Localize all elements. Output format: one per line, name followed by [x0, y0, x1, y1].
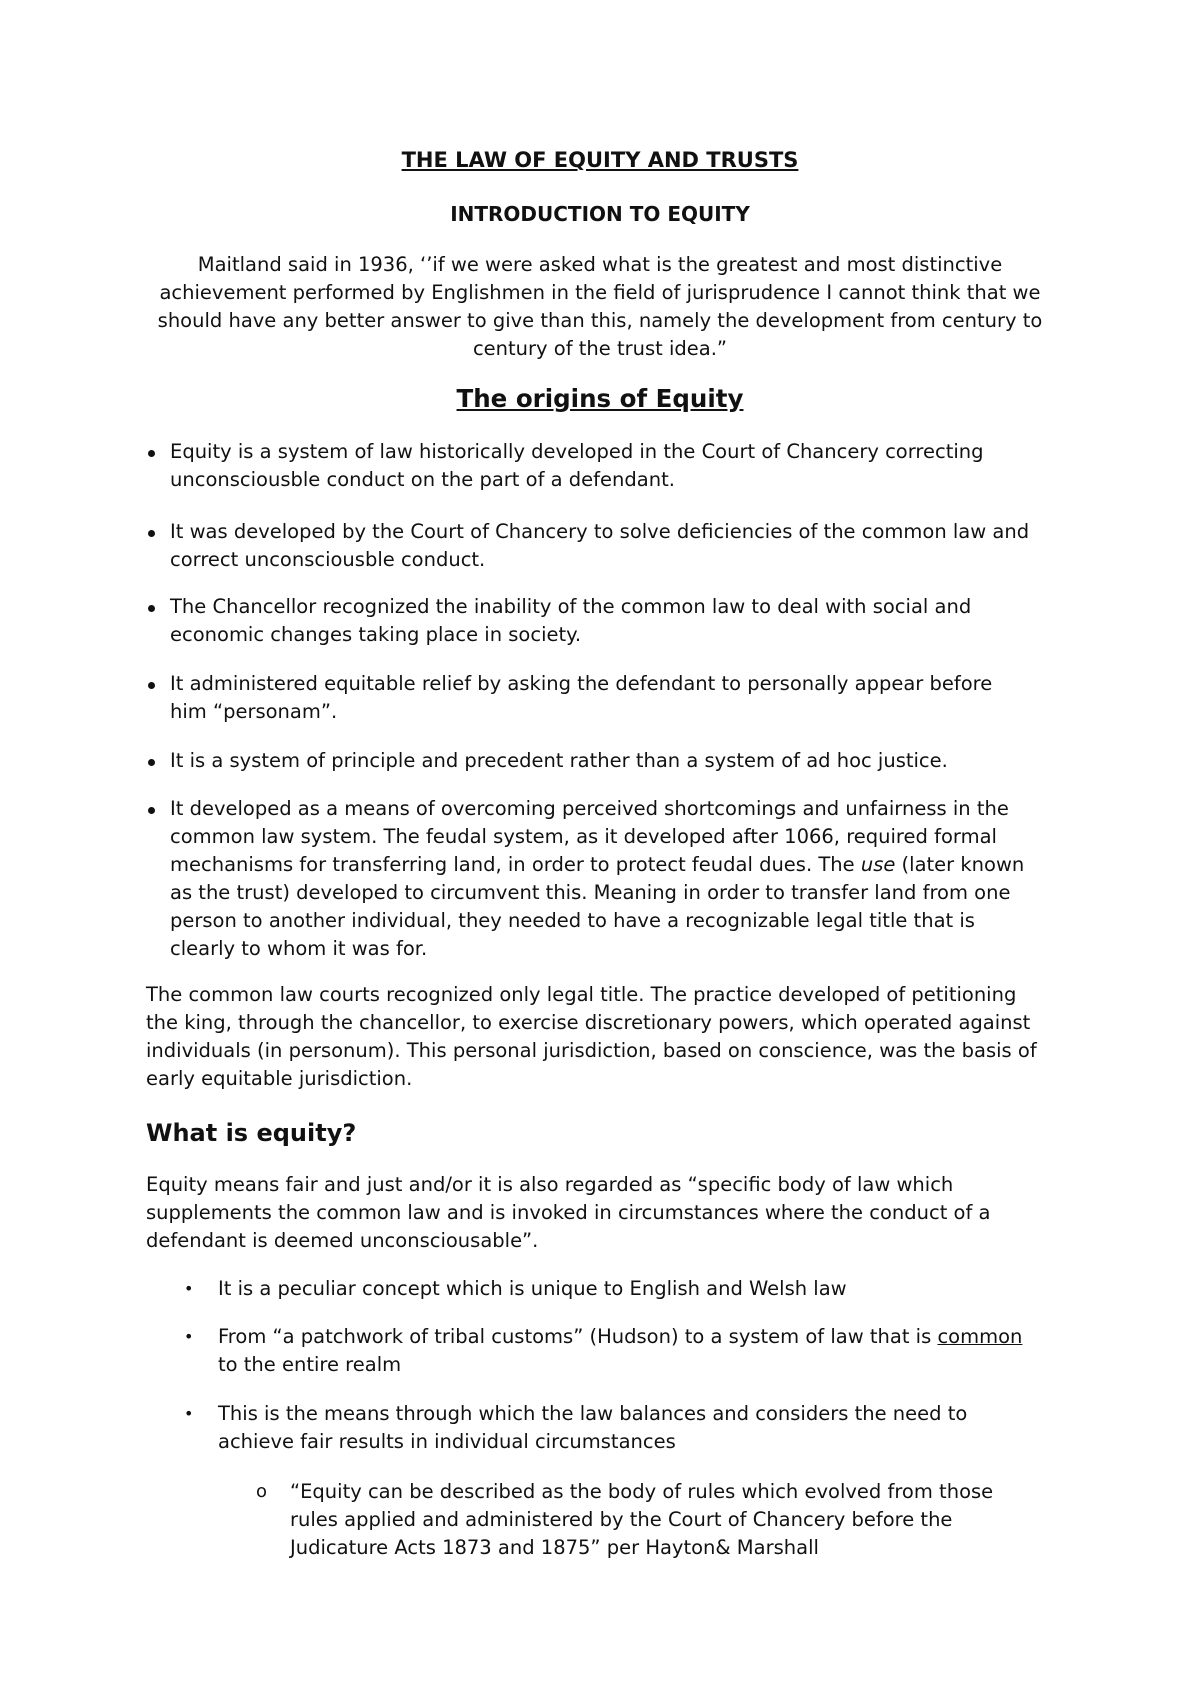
document-subtitle: INTRODUCTION TO EQUITY [450, 202, 750, 226]
bullet-dot-icon [148, 605, 155, 612]
maitland-quote [140, 251, 1060, 363]
origins-bullet: Equity is a system of law historically developed in the Court of Chancery correcting unconsciousble conduct on the part of a defendant. [170, 438, 984, 494]
bullet-icon: • [184, 1279, 194, 1298]
bullet-dot-icon [148, 807, 155, 814]
origins-bullet: It is a system of principle and precedent rather than a system of ad hoc justice. [170, 747, 948, 775]
what-is-bullet: • This is the means through which the law balances and considers the need to achieve fair results in individual circumstances [184, 1402, 968, 1453]
circle-bullet-icon: o [256, 1481, 268, 1502]
origins-bullet: It administered equitable relief by asking the defendant to personally appear before him “personam”. [170, 670, 992, 726]
origins-bullet: It was developed by the Court of Chancery to solve deficiencies of the common law and correct unconsciousble conduct. [170, 518, 1029, 574]
origins-paragraph: The common law courts recognized only legal title. The practice developed of petitioning the king, through the chancellor, to exercise discretionary powers, which operated against individuals (in personum). This personal jurisdiction, based on conscience, was the basis of early equitable jurisdiction. [146, 983, 1037, 1090]
quote-line: achievement performed by Englishmen in the field of jurisprudence I cannot think that we [159, 281, 1041, 304]
what-is-equity-heading: What is equity? [146, 1119, 357, 1147]
quote-line: Maitland said in 1936, ‘’if we were asked what is the greatest and most distinctive [197, 253, 1003, 276]
bullet-dot-icon [148, 682, 155, 689]
quote-line: should have any better answer to give than this, namely the development from century to [157, 309, 1043, 332]
what-is-bullet: • It is a peculiar concept which is unique to English and Welsh law [218, 1275, 847, 1303]
bullet-dot-icon [148, 530, 155, 537]
italic-word: use [860, 853, 896, 876]
origins-bullet: It developed as a means of overcoming perceived shortcomings and unfairness in the common law system. The feudal system, as it developed after 1066, required formal mechanisms for transferring land, in order to protect feudal dues. The use (later known as the trust) developed to circumvent this. Meaning in order to transfer land from one person to another individual, they needed to have a recognizable legal title that is clearly to whom it was for. [170, 795, 1024, 963]
origins-bullet: The Chancellor recognized the inability of the common law to deal with social and economic changes taking place in society. [170, 593, 971, 649]
what-is-bullet: • From “a patchwork of tribal customs” (Hudson) to a system of law that is common to the entire realm [184, 1325, 1023, 1376]
line-with-italic: mechanisms for transferring land, in order to protect feudal dues. The use (later known [170, 853, 1025, 876]
document-title: THE LAW OF EQUITY AND TRUSTS [401, 148, 799, 172]
what-is-paragraph: Equity means fair and just and/or it is also regarded as “specific body of law which supplements the common law and is invoked in circumstances where the conduct of a defendant is deemed unconsciousable”. [146, 1173, 991, 1252]
underlined-word: common [937, 1325, 1023, 1348]
what-is-sub-bullet: o “Equity can be described as the body of rules which evolved from those rules applied and administered by the Court of Chancery before the Judicature Acts 1873 and 1875” per Hayton& Marshall [256, 1480, 994, 1559]
bullet-dot-icon [148, 759, 155, 766]
quote-line: century of the trust idea.” [472, 337, 728, 360]
bullet-dot-icon [148, 450, 155, 457]
origins-heading: The origins of Equity [456, 384, 744, 413]
bullet-icon: • [184, 1404, 194, 1423]
bullet-icon: • [184, 1327, 194, 1346]
